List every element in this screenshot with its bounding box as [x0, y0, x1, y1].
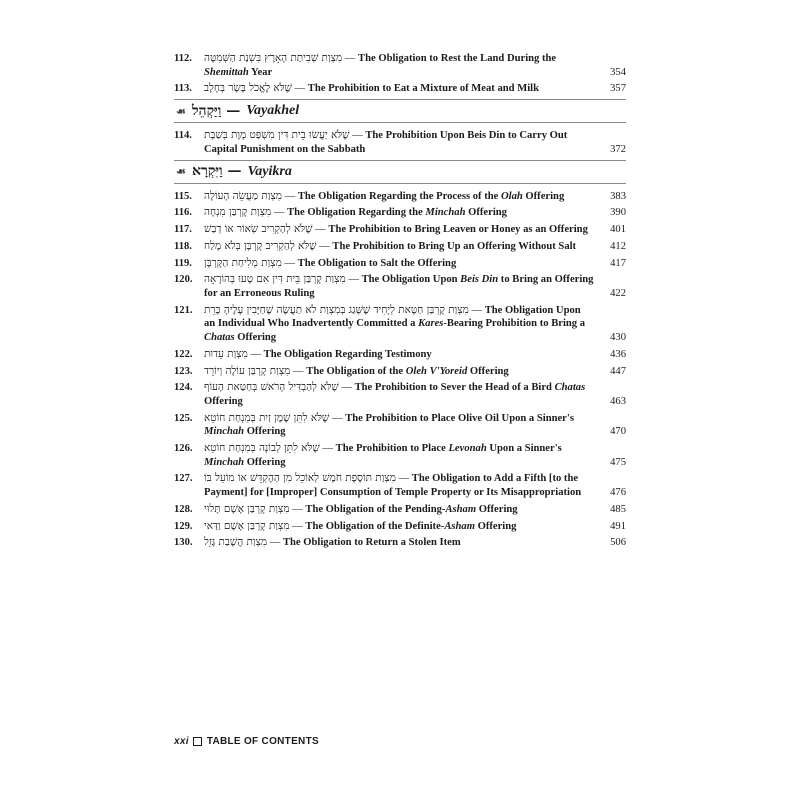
entry-english-text: The Prohibition Upon Beis Din to Carry Out Capital Punishment on the Sabbath	[204, 130, 568, 155]
section-hebrew-title: וַיַּקְהֵל —	[192, 102, 241, 119]
entry-title: מִצְוַת קָרְבַּן עוֹלֶה וְיוֹרֵד — The Obligation of the Oleh V'Yoreid Offering	[204, 364, 509, 377]
entry-english-text: The Obligation Regarding the Process of the	[297, 190, 501, 202]
entry-italic-term: Asham	[445, 503, 477, 515]
entry-english-text: Year	[248, 66, 273, 78]
section-english-title: Vayakhel	[246, 103, 300, 119]
entry-title: מִצְוַת קָרְבַּן אָשָׁם וַדַּאי — The Obligation of the Definite-Asham Offering	[204, 519, 517, 532]
entry-number: 114.	[174, 130, 192, 142]
entry-hebrew-title: מִצְוַת שְׁבִיתַת הָאָרֶץ בִּשְׁנַת הַשְּׁמִטָּה	[204, 52, 343, 64]
entry-page-number: 401	[610, 224, 626, 236]
entry-number: 123.	[174, 365, 193, 377]
entry-english-text: The Obligation of the	[306, 365, 406, 377]
contents-list	[174, 52, 626, 553]
entry-hebrew-title: מִצְוַת תּוֹסֶפֶת חֹמֶשׁ לְאוֹכֵל מִן הַהֶקְדֵּשׁ אוֹ מוֹעֵל בּוֹ	[204, 472, 396, 485]
entry-english-text: The Prohibition to Eat a Mixture of Meat and Milk	[307, 83, 539, 95]
entry-italic-term: Shemittah	[204, 66, 249, 78]
entry-number: 129.	[174, 520, 193, 532]
entry-english-text: The Obligation to Add a Fifth [to the Payment] for [Improper] Consumption of Temple Property or Its Misappropriation	[204, 473, 582, 499]
entry-page-number: 372	[610, 143, 626, 155]
entry-english-text: The Obligation to Salt the Offering	[297, 257, 457, 269]
entry-page-number: 417	[610, 257, 626, 269]
toc-entry[interactable]	[174, 536, 626, 550]
entry-title: שֶׁלֹּא לִתֵּן שֶׁמֶן זַיִת בְּמִנְחַת חוֹטֵא — The Prohibition to Place Olive Oil Upon a Sinner's Minchah Offering	[204, 411, 574, 438]
section-heading-vayikra	[174, 160, 626, 184]
entry-italic-term: Beis Din	[460, 274, 499, 286]
entry-italic-term: Chatas	[554, 382, 586, 394]
toc-entry[interactable]	[174, 520, 626, 534]
section-english-title: Vayikra	[247, 163, 292, 179]
entry-number: 112.	[174, 53, 192, 64]
entry-english-text: Offering	[234, 332, 277, 343]
entry-title: מִצְוַת הֲשָׁבַת גָּזֵל — The Obligation to Return a Stolen Item	[204, 536, 461, 549]
entry-page-number: 430	[610, 332, 626, 343]
entry-hebrew-title: שֶׁלֹּא לְהַבְדִּיל הָרֹאשׁ בְּחַטַּאת הָעוֹף	[204, 381, 339, 394]
toc-entry[interactable]	[174, 442, 626, 469]
entry-english-text: The Prohibition to Bring Leaven or Honey as an Offering	[328, 224, 588, 236]
entry-english-text: The Prohibition to Bring Up an Offering Without Salt	[332, 240, 577, 252]
entry-number: 130.	[174, 537, 193, 549]
entry-title: מִצְוַת קָרְבַּן מִנְחָה — The Obligation Regarding the Minchah Offering	[204, 206, 507, 219]
entry-number: 117.	[174, 224, 192, 236]
entry-title: מִצְוַת קָרְבַּן אָשָׁם תָּלוּי — The Obligation of the Pending-Asham Offering	[204, 502, 518, 515]
entry-hebrew-title: מִצְוַת קָרְבַּן עוֹלֶה וְיוֹרֵד	[204, 364, 291, 377]
entry-number: 127.	[174, 473, 193, 485]
entry-italic-term: Minchah	[204, 456, 245, 468]
entry-title: שֶׁלֹּא לְהַקְרִיב שְׂאוֹר אוֹ דְבַשׁ — The Prohibition to Bring Leaven or Honey as an Offering	[204, 223, 588, 236]
entry-title: שֶׁלֹּא לֶאֱכֹל בָּשָׂר בְּחָלָב — The Prohibition to Eat a Mixture of Meat and Milk	[204, 82, 539, 95]
entry-italic-term: Oleh V'Yoreid	[405, 365, 468, 377]
entry-hebrew-title: מִצְוַת עֵדוּת	[204, 347, 248, 360]
entry-title: שֶׁלֹּא יַעֲשׂוּ בֵית דִּין מִשְׁפַּט מָוֶת בְּשַׁבָּת — The Prohibition Upon Beis Din to Carry Out Capital Punishment on the Sabbath	[204, 129, 568, 155]
entry-title: מִצְוַת קָרְבַּן בֵּית דִּין אִם טָעוּ בְּהוֹרָאָה — The Obligation Upon Beis Din to Bring an Offering for an Erroneous Ruling	[204, 273, 594, 300]
entry-page-number: 422	[610, 288, 626, 300]
entry-page-number: 491	[610, 520, 626, 532]
entry-english-text: The Obligation Upon	[361, 274, 461, 286]
page-footer	[174, 736, 319, 747]
section-hebrew-title: וַיִּקְרָא —	[192, 163, 242, 180]
entry-english-text: The Obligation of the Pending-	[305, 503, 446, 515]
entry-page-number: 357	[610, 83, 626, 95]
toc-entry[interactable]	[174, 381, 626, 408]
entry-italic-term: Chatas	[204, 332, 235, 343]
entries-group-c	[174, 190, 626, 550]
entry-italic-term: Olah	[500, 190, 523, 202]
entry-hebrew-title: מִצְוַת קָרְבַּן אָשָׁם וַדַּאי	[204, 519, 290, 532]
toc-entry[interactable]	[174, 472, 626, 499]
entry-number: 121.	[174, 304, 193, 316]
entry-english-text: The Obligation to Return a Stolen Item	[282, 537, 461, 549]
entry-number: 118.	[174, 240, 192, 252]
entry-page-number: 412	[610, 240, 626, 252]
entry-english-text: Offering	[204, 395, 243, 407]
square-bullet-icon	[193, 737, 202, 746]
entries-group-b	[174, 129, 626, 156]
fleuron-icon: ☙	[176, 166, 186, 179]
entry-english-text: The Obligation Regarding Testimony	[263, 348, 432, 360]
entry-title: מִצְוַת מַעֲשֵׂה הָעוֹלָה — The Obligation Regarding the Process of the Olah Offering	[204, 189, 565, 202]
fleuron-icon: ☙	[176, 105, 186, 118]
entry-hebrew-title: מִצְוַת הֲשָׁבַת גָּזֵל	[204, 536, 268, 549]
entry-page-number: 447	[610, 365, 626, 377]
entry-english-text: -Bearing Prohibition to Bring a	[443, 318, 586, 330]
entry-page-number: 463	[610, 395, 626, 407]
entry-english-text: The Prohibition to Place	[335, 443, 449, 455]
entry-hebrew-title: מִצְוַת מַעֲשֵׂה הָעוֹלָה	[204, 189, 282, 202]
entry-italic-term: Kares	[418, 318, 444, 330]
page-folio: xxi	[174, 736, 189, 747]
entry-title: מִצְוַת עֵדוּת — The Obligation Regarding Testimony	[204, 347, 432, 360]
entry-number: 125.	[174, 412, 193, 424]
toc-entry[interactable]	[174, 190, 626, 204]
toc-entry[interactable]	[174, 304, 626, 345]
toc-entry[interactable]	[174, 412, 626, 439]
entry-english-text: Offering	[476, 503, 518, 515]
section-heading-vayakhel	[174, 99, 626, 123]
entry-english-text: The Prohibition to Sever the Head of a Bird	[354, 382, 555, 394]
entry-number: 120.	[174, 274, 193, 286]
entry-number: 119.	[174, 257, 192, 269]
entry-hebrew-title: שֶׁלֹּא יַעֲשׂוּ בֵית דִּין מִשְׁפַּט מָוֶת בְּשַׁבָּת	[204, 129, 350, 142]
entries-group-a	[174, 52, 626, 96]
entry-number: 124.	[174, 382, 193, 394]
entry-hebrew-title: מִצְוַת קָרְבַּן אָשָׁם תָּלוּי	[204, 502, 290, 515]
toc-entry[interactable]	[174, 52, 626, 79]
entry-number: 128.	[174, 503, 193, 515]
entry-hebrew-title: שֶׁלֹּא לִתֵּן לְבוֹנָה בְּמִנְחַת חוֹטֵא	[204, 442, 320, 455]
entry-number: 113.	[174, 83, 192, 95]
entry-english-text: Offering	[244, 456, 286, 468]
entry-title: שֶׁלֹּא לִתֵּן לְבוֹנָה בְּמִנְחַת חוֹטֵא — The Prohibition to Place Levonah Upon a Sinner's Minchah Offering	[204, 442, 562, 468]
entry-title: שֶׁלֹּא לְהַקְרִיב קָרְבָּן בְּלֹא מֶלַח — The Prohibition to Bring Up an Offering Without Salt	[204, 239, 577, 252]
entry-page-number: 354	[610, 66, 626, 78]
toc-entry[interactable]	[174, 206, 626, 220]
entry-page-number: 506	[610, 537, 626, 549]
entry-page-number: 470	[610, 426, 626, 438]
entry-page-number: 475	[610, 456, 626, 468]
toc-entry[interactable]	[174, 223, 626, 237]
entry-italic-term: Minchah	[204, 426, 245, 438]
entry-page-number: 390	[610, 207, 626, 219]
entry-italic-term: Levonah	[448, 443, 487, 455]
entry-hebrew-title: שֶׁלֹּא לֶאֱכֹל בָּשָׂר בְּחָלָב	[204, 82, 292, 95]
entry-english-text: Upon a Sinner's	[486, 443, 562, 455]
entry-english-text: The Obligation Regarding the	[287, 207, 426, 219]
entry-english-text: Offering	[522, 190, 565, 202]
entry-hebrew-title: מִצְוַת מְלִיחַת הַקָּרְבָּן	[204, 256, 282, 269]
entry-page-number: 436	[610, 348, 626, 360]
entry-hebrew-title: שֶׁלֹּא לְהַקְרִיב קָרְבָּן בְּלֹא מֶלַח	[204, 239, 317, 252]
toc-entry[interactable]	[174, 257, 626, 271]
entry-italic-term: Asham	[444, 520, 475, 532]
entry-number: 126.	[174, 443, 193, 455]
entry-page-number: 476	[610, 487, 626, 499]
entry-number: 122.	[174, 348, 193, 360]
entry-title: שֶׁלֹּא לְהַבְדִּיל הָרֹאשׁ בְּחַטַּאת הָעוֹף — The Prohibition to Sever the Head of a Bird Chatas Offering	[204, 381, 586, 407]
entry-english-text: Offering	[467, 365, 509, 377]
toc-entry[interactable]	[174, 348, 626, 362]
entry-title: מִצְוַת קָרְבַּן חַטָּאת לְיָחִיד שֶׁשָּׁגַג בְּמִצְוַת לֹא תַעֲשֶׂה שֶׁחַיָּבִין עָלֶיהָ כָּרֵת — The Obligation Upon an Individual Who Inadvertently Committed a Kares-Bearing Prohibition to Bring a Chatas Offering	[204, 303, 586, 343]
entry-hebrew-title: מִצְוַת קָרְבַּן מִנְחָה	[204, 206, 272, 219]
entry-title: מִצְוַת תּוֹסֶפֶת חֹמֶשׁ לְאוֹכֵל מִן הַהֶקְדֵּשׁ אוֹ מוֹעֵל בּוֹ — The Obligation to Add a Fifth [to the Payment] for [Improper] Consumption of Temple Property or Its Misappropriation	[204, 472, 582, 499]
entry-page-number: 383	[610, 190, 626, 202]
entry-english-text: to Bring an Offering for an Erroneous Ruling	[204, 274, 594, 300]
entry-hebrew-title: מִצְוַת קָרְבַּן בֵּית דִּין אִם טָעוּ בְּהוֹרָאָה	[204, 273, 346, 286]
running-footer-title: TABLE OF CONTENTS	[206, 736, 319, 747]
entry-italic-term: Minchah	[425, 207, 466, 219]
entry-english-text: The Obligation to Rest the Land During the	[358, 53, 557, 64]
entry-title: מִצְוַת מְלִיחַת הַקָּרְבָּן — The Obligation to Salt the Offering	[204, 256, 457, 269]
entry-page-number: 485	[610, 503, 626, 515]
entry-hebrew-title: מִצְוַת קָרְבַּן חַטָּאת לְיָחִיד שֶׁשָּׁגַג בְּמִצְוַת לֹא תַעֲשֶׂה שֶׁחַיָּבִין עָלֶיהָ כָּרֵת	[204, 303, 469, 316]
toc-entry[interactable]	[174, 82, 626, 96]
toc-entry[interactable]	[174, 240, 626, 254]
toc-entry[interactable]	[174, 273, 626, 300]
entry-english-text: Offering	[465, 207, 507, 219]
toc-entry[interactable]	[174, 503, 626, 517]
toc-entry[interactable]	[174, 129, 626, 156]
entry-english-text: Offering	[474, 520, 517, 532]
entry-english-text: Offering	[244, 426, 286, 438]
entry-title: מִצְוַת שְׁבִיתַת הָאָרֶץ בִּשְׁנַת הַשְּׁמִטָּה — The Obligation to Rest the Land During the Shemittah Year	[204, 52, 557, 78]
entry-english-text: The Prohibition to Place Olive Oil Upon a Sinner's	[345, 412, 574, 424]
entry-number: 116.	[174, 207, 192, 219]
entry-hebrew-title: שֶׁלֹּא לִתֵּן שֶׁמֶן זַיִת בְּמִנְחַת חוֹטֵא	[204, 411, 330, 424]
entry-english-text: The Obligation of the Definite-	[305, 520, 445, 532]
entry-number: 115.	[174, 190, 192, 202]
toc-entry[interactable]	[174, 365, 626, 379]
entry-english-text: The Obligation Upon an Individual Who Inadvertently Committed a	[204, 304, 581, 330]
entry-hebrew-title: שֶׁלֹּא לְהַקְרִיב שְׂאוֹר אוֹ דְבַשׁ	[204, 223, 313, 236]
